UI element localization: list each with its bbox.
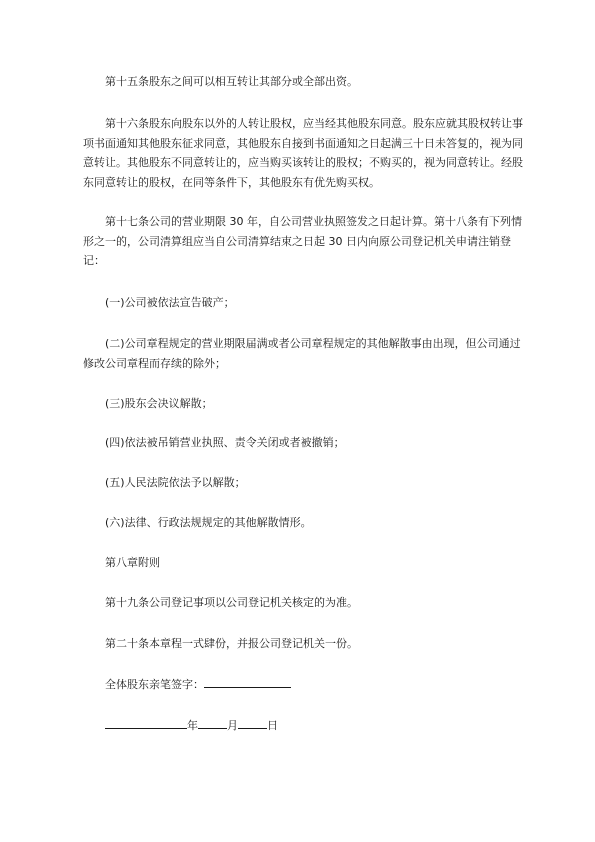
article-16: 第十六条股东向股东以外的人转让股权，应当经其他股东同意。股东应就其股权转让事项书面通知其他股东征求同意，其他股东自接到书面通知之日起满三十日未答复的，视为同意转让。其他股东不同意转让的，应当购买该转让的股权；不购买的，视为同意转让。经股东同意转让的股权，在同等条件下，其他股东有优先购买权。	[83, 117, 523, 189]
signature-label: 全体股东亲笔签字：	[105, 678, 204, 691]
chapter-8-heading: 第八章附则	[105, 556, 160, 569]
clause-5: (五)人民法院依法予以解散；	[105, 476, 246, 489]
signature-blank[interactable]	[204, 676, 291, 688]
clause-3: (三)股东会决议解散；	[105, 397, 213, 410]
year-blank[interactable]	[105, 717, 187, 729]
year-label: 年	[187, 719, 198, 732]
day-label: 日	[267, 719, 278, 732]
date-line	[105, 716, 278, 736]
clause-2: (二)公司章程规定的营业期限届满或者公司章程规定的其他解散事由出现，但公司通过修改公司章程而存续的除外；	[83, 337, 521, 370]
article-15: 第十五条股东之间可以相互转让其部分或全部出资。	[105, 75, 358, 88]
month-label: 月	[227, 719, 238, 732]
clause-4: (四)依法被吊销营业执照、责令关闭或者被撤销；	[105, 436, 345, 449]
article-19: 第十九条公司登记事项以公司登记机关核定的为准。	[105, 596, 358, 609]
article-17-18: 第十七条公司的营业期限 30 年，自公司营业执照签发之日起计算。第十八条有下列情形之一的，公司清算组应当自公司清算结束之日起 30 日内向原公司登记机关申请注销登记：	[83, 215, 522, 267]
month-blank[interactable]	[198, 717, 227, 729]
clause-1: (一)公司被依法宣告破产；	[105, 296, 235, 309]
clause-6: (六)法律、行政法规规定的其他解散情形。	[105, 516, 312, 529]
day-blank[interactable]	[238, 717, 267, 729]
article-20: 第二十条本章程一式肆份，并报公司登记机关一份。	[105, 637, 358, 650]
signature-line	[105, 675, 291, 695]
